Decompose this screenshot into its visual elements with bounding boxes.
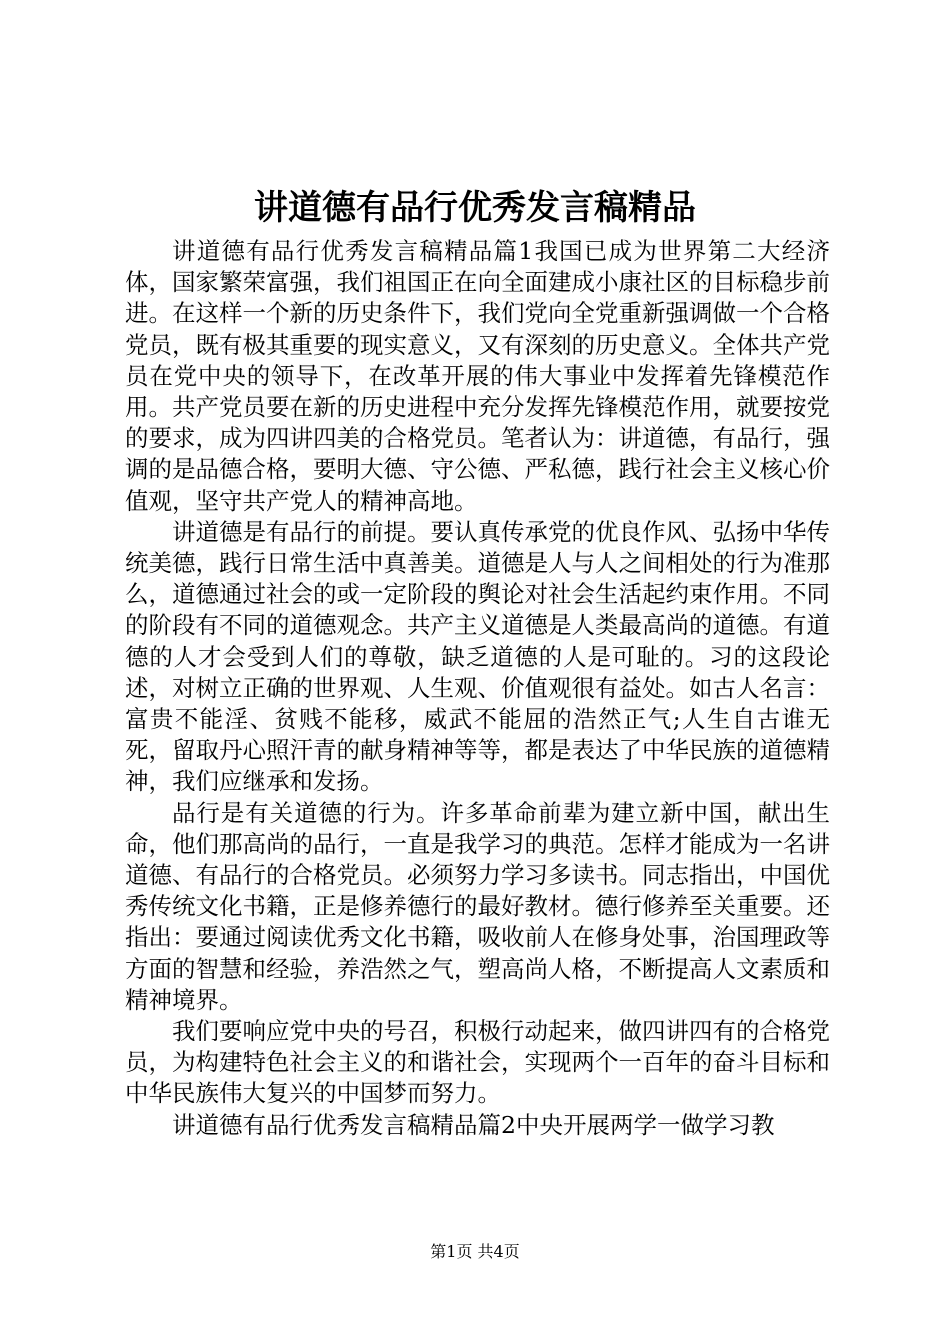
paragraph-2: 讲道德是有品行的前提。要认真传承党的优良作风、弘扬中华传统美德，践行日常生活中真善美。道德是人与人之间相处的行为准那么，道德通过社会的或一定阶段的舆论对社会生活起约束作用。不同的阶段有不同的道德观念。共产主义道德是人类最高尚的道德。有道德的人才会受到人们的尊敬，缺乏道德的人是可耻的。习的这段论述，对树立正确的世界观、人生观、价值观很有益处。如古人名言：富贵不能淫、贫贱不能移，威武不能屈的浩然正气;人生自古谁无死，留取丹心照汗青的献身精神等等，都是表达了中华民族的道德精神，我们应继承和发扬。 [125, 517, 830, 796]
paragraph-5: 讲道德有品行优秀发言稿精品篇2中央开展两学一做学习教 [172, 1110, 775, 1139]
page-number-footer: 第1页 共4页 [430, 1242, 520, 1261]
page-title: 讲道德有品行优秀发言稿精品 [254, 188, 696, 228]
document-body [125, 236, 830, 1141]
paragraph-1: 讲道德有品行优秀发言稿精品篇1我国已成为世界第二大经济体，国家繁荣富强，我们祖国正在向全面建成小康社区的目标稳步前进。在这样一个新的历史条件下，我们党向全党重新强调做一个合格党员，既有极其重要的现实意义，又有深刻的历史意义。全体共产党员在党中央的领导下，在改革开展的伟大事业中发挥着先锋模范作用。共产党员要在新的历史进程中充分发挥先锋模范作用，就要按党的要求，成为四讲四美的合格党员。笔者认为：讲道德，有品行，强调的是品德合格，要明大德、守公德、严私德，践行社会主义核心价值观，坚守共产党人的精神高地。 [125, 237, 830, 515]
paragraph-3: 品行是有关道德的行为。许多革命前辈为建立新中国，献出生命，他们那高尚的品行，一直是我学习的典范。怎样才能成为一名讲道德、有品行的合格党员。必须努力学习多读书。同志指出，中国优秀传统文化书籍，正是修养德行的最好教材。德行修养至关重要。还指出：要通过阅读优秀文化书籍，吸收前人在修身处事，治国理政等方面的智慧和经验，养浩然之气，塑高尚人格，不断提高人文素质和精神境界。 [125, 798, 830, 1014]
paragraph-4: 我们要响应党中央的号召，积极行动起来，做四讲四有的合格党员，为构建特色社会主义的和谐社会，实现两个一百年的奋斗目标和中华民族伟大复兴的中国梦而努力。 [125, 1017, 830, 1108]
